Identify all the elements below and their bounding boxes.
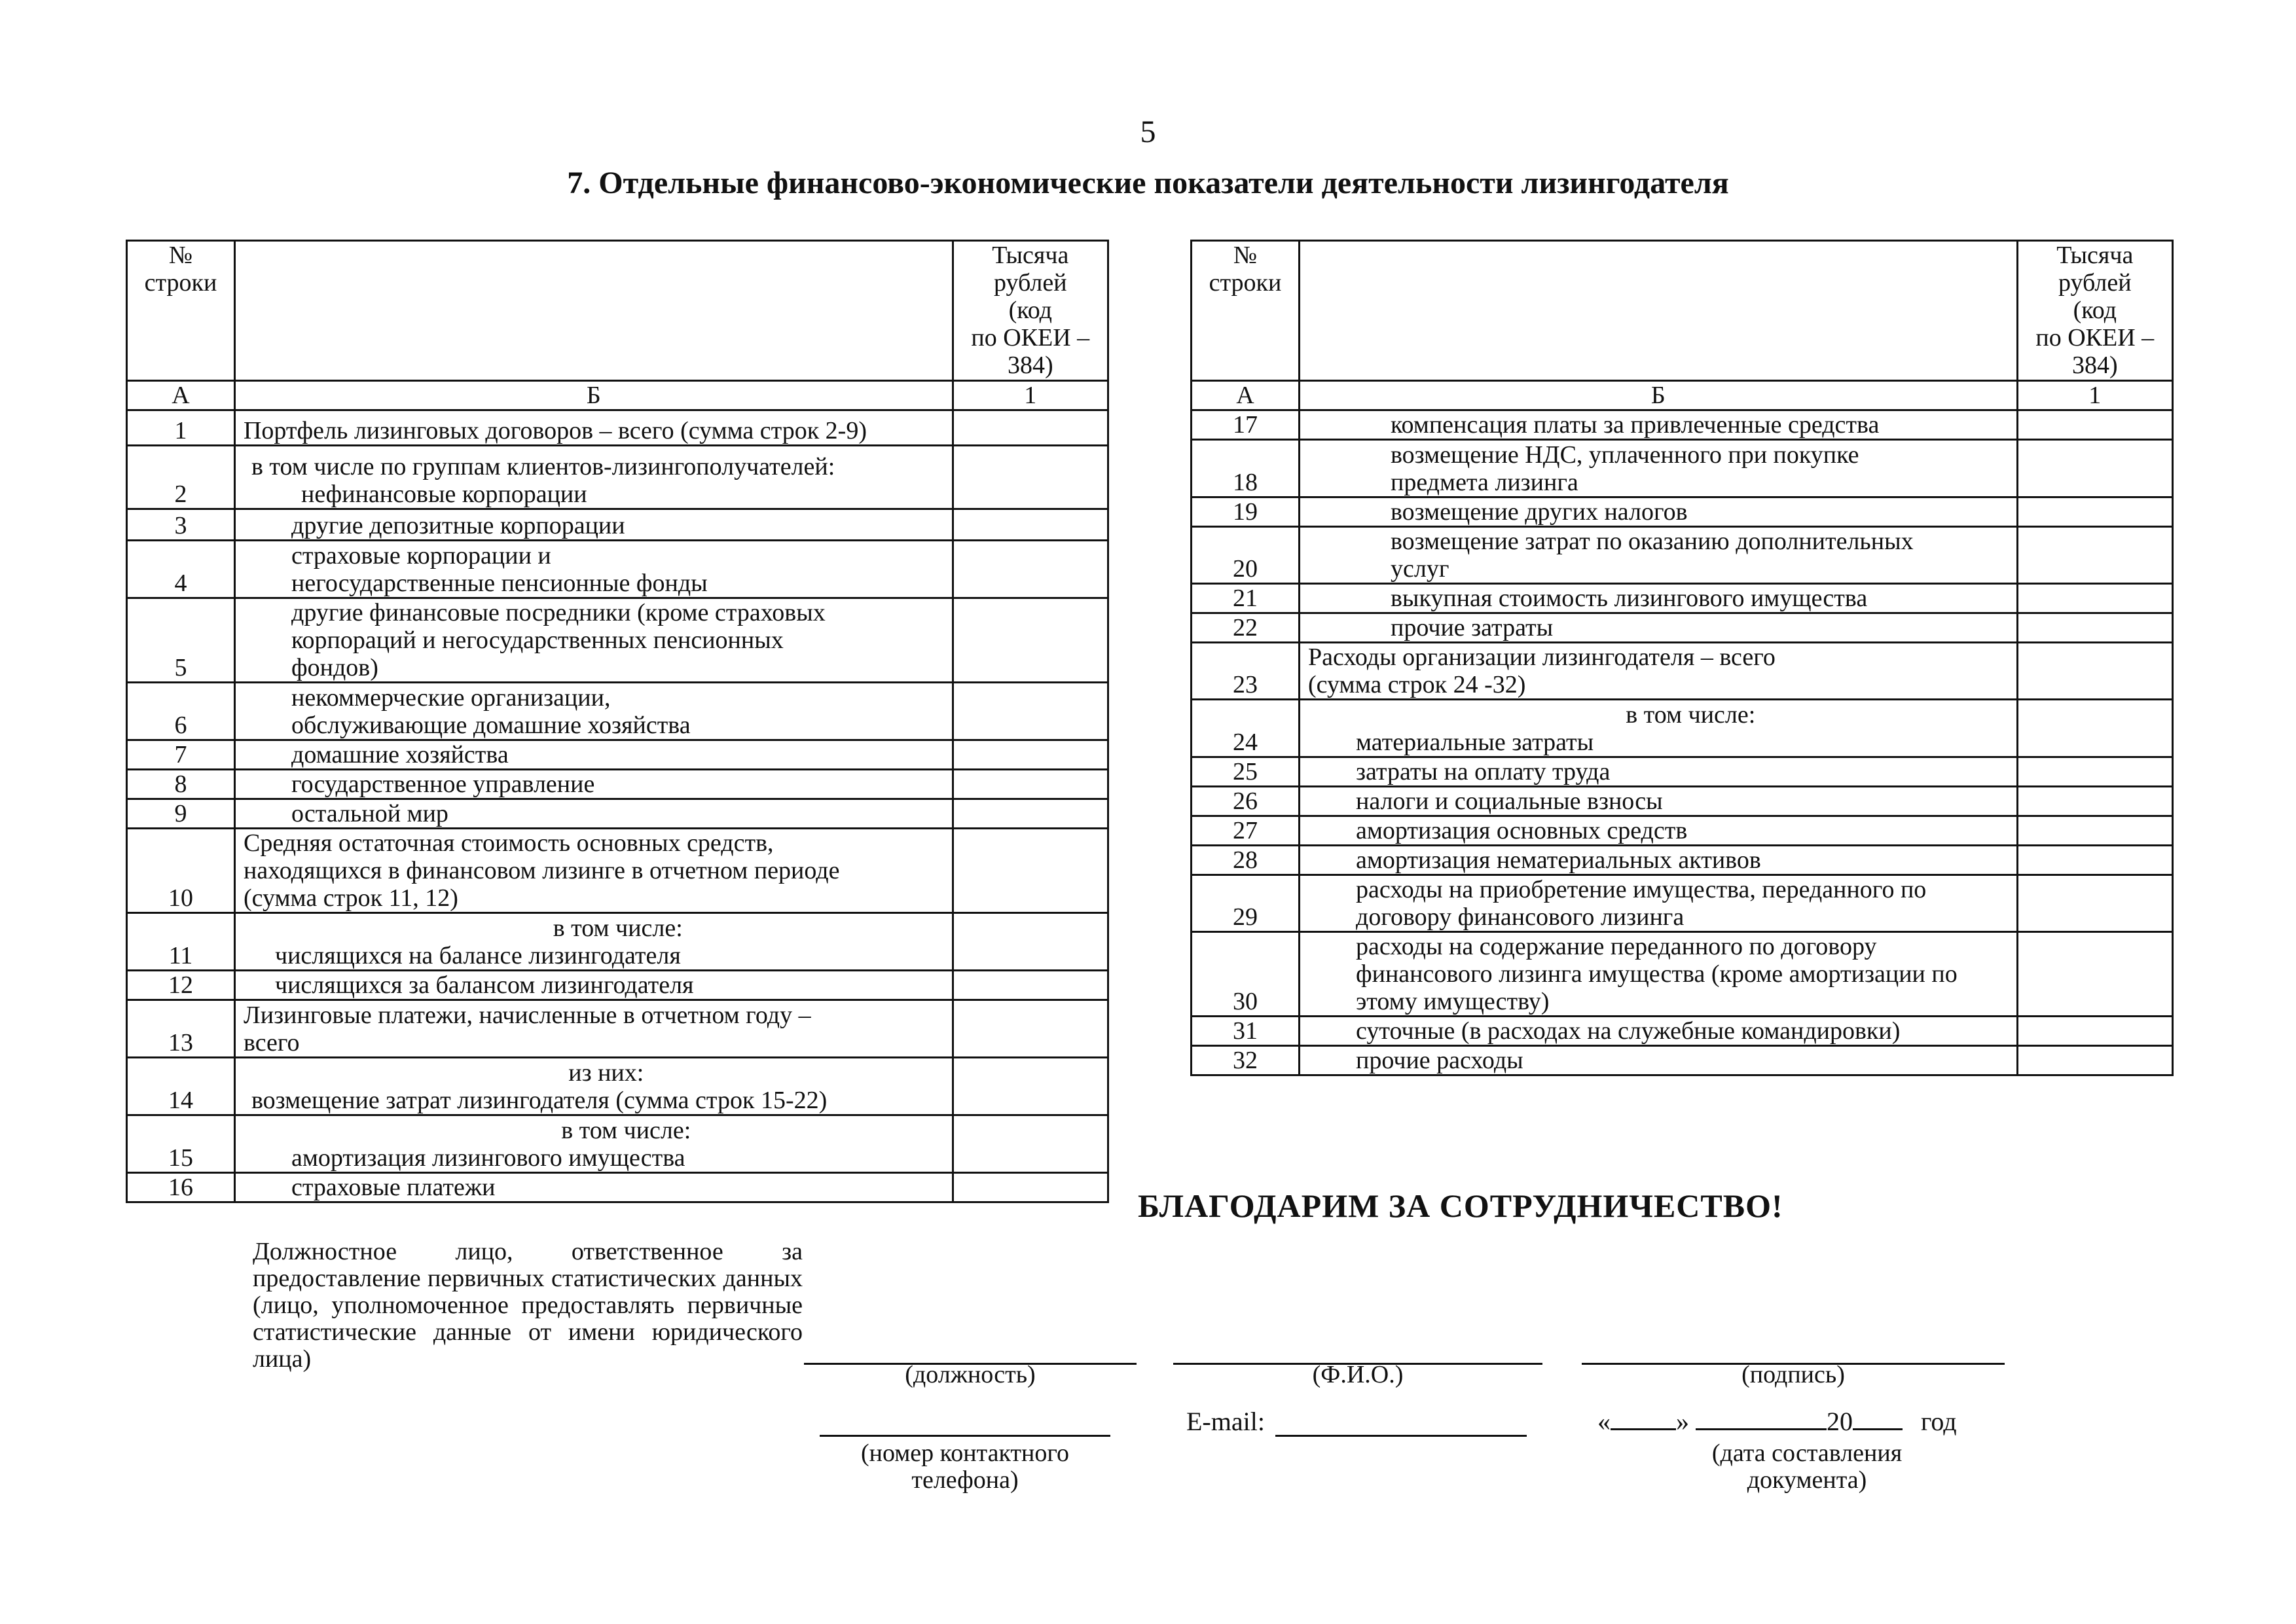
date-year-word: год [1921, 1407, 1957, 1436]
table-row [1192, 497, 2173, 527]
document-date [1597, 1407, 1957, 1436]
phone-line[interactable] [820, 1435, 1110, 1437]
letter-a: А [127, 381, 235, 410]
letter-c: 1 [2017, 381, 2172, 410]
table-row [1192, 932, 2173, 1017]
date-close-quote: » [1676, 1407, 1689, 1436]
row-number: 24 [1192, 700, 1300, 757]
row-number: 14 [127, 1058, 235, 1115]
row-number: 9 [127, 799, 235, 829]
row-number: 10 [127, 829, 235, 913]
thanks-heading: БЛАГОДАРИМ ЗА СОТРУДНИЧЕСТВО! [1138, 1187, 1783, 1224]
table-row [127, 971, 1108, 1000]
row-label: расходы на содержание переданного по договору финансового лизинга имущества (кроме амортизации по этому имуществу) [1299, 932, 2017, 1017]
row-label: амортизация основных средств [1299, 816, 2017, 846]
row-label: государственное управление [234, 770, 953, 799]
date-open-quote: « [1597, 1407, 1611, 1436]
row-number: 28 [1192, 846, 1300, 875]
header-indicator-name [234, 241, 953, 381]
row-number: 15 [127, 1115, 235, 1173]
row-value-cell[interactable] [953, 446, 1108, 509]
row-number: 11 [127, 913, 235, 971]
row-label: прочие затраты [1299, 613, 2017, 643]
row-value-cell[interactable] [2017, 584, 2172, 613]
row-sub-heading: из них: [568, 1059, 644, 1087]
row-label: суточные (в расходах на служебные командировки) [1299, 1017, 2017, 1046]
row-label: расходы на приобретение имущества, переданного по договору финансового лизинга [1299, 875, 2017, 932]
row-number: 21 [1192, 584, 1300, 613]
row-value-cell[interactable] [953, 829, 1108, 913]
row-value-cell[interactable] [953, 541, 1108, 598]
row-sub-heading: в том числе: [553, 914, 683, 942]
row-value-cell[interactable] [953, 971, 1108, 1000]
row-number: 8 [127, 770, 235, 799]
row-label: остальной мир [234, 799, 953, 829]
row-label: страховые корпорации и негосударственные пенсионные фонды [234, 541, 953, 598]
row-number: 3 [127, 509, 235, 541]
table-row [127, 1000, 1108, 1058]
row-label: числящихся на балансе лизингодателя [274, 942, 681, 969]
row-sub-heading: в том числе: [561, 1117, 691, 1144]
row-number: 12 [127, 971, 235, 1000]
email-line[interactable] [1275, 1435, 1527, 1437]
table-row [1192, 410, 2173, 440]
row-label: другие депозитные корпорации [234, 509, 953, 541]
table-row [1192, 787, 2173, 816]
row-value-cell[interactable] [2017, 875, 2172, 932]
row-label: компенсация платы за привлеченные средства [1299, 410, 2017, 440]
row-number: 31 [1192, 1017, 1300, 1046]
row-value-cell[interactable] [2017, 816, 2172, 846]
row-number: 30 [1192, 932, 1300, 1017]
row-value-cell[interactable] [953, 913, 1108, 971]
row-value-cell[interactable] [953, 1173, 1108, 1202]
row-value-cell[interactable] [2017, 846, 2172, 875]
row-value-cell[interactable] [953, 683, 1108, 740]
row-value-cell[interactable] [2017, 757, 2172, 787]
row-value-cell[interactable] [2017, 932, 2172, 1017]
row-number: 18 [1192, 440, 1300, 497]
header-row-number: № строки [1192, 241, 1300, 381]
row-value-cell[interactable] [2017, 1017, 2172, 1046]
signature-caption: (подпись) [1741, 1361, 1845, 1388]
letter-b: Б [1299, 381, 2017, 410]
fio-caption: (Ф.И.О.) [1312, 1361, 1404, 1388]
table-row [1192, 875, 2173, 932]
row-value-cell[interactable] [2017, 1046, 2172, 1075]
row-value-cell[interactable] [2017, 497, 2172, 527]
table-row [127, 740, 1108, 770]
row-label: амортизация лизингового имущества [291, 1144, 685, 1172]
table-row [127, 598, 1108, 683]
table-row [127, 509, 1108, 541]
table-row [127, 913, 1108, 971]
table-row [127, 410, 1108, 446]
table-row [1192, 527, 2173, 584]
letter-c: 1 [953, 381, 1108, 410]
table-row [127, 541, 1108, 598]
table-row [127, 770, 1108, 799]
row-number: 13 [127, 1000, 235, 1058]
row-label-cell [234, 1058, 953, 1115]
row-label: Средняя остаточная стоимость основных средств, находящихся в финансовом лизинге в отчетном периоде (сумма строк 11, 12) [234, 829, 953, 913]
row-label: выкупная стоимость лизингового имущества [1299, 584, 2017, 613]
row-label: налоги и социальные взносы [1299, 787, 2017, 816]
table-row [127, 1058, 1108, 1115]
row-label: некоммерческие организации, обслуживающие домашние хозяйства [234, 683, 953, 740]
row-label: Расходы организации лизингодателя – всего (сумма строк 24 -32) [1299, 643, 2017, 700]
header-row-number: № строки [127, 241, 235, 381]
row-value-cell[interactable] [2017, 440, 2172, 497]
row-label: Портфель лизинговых договоров – всего (сумма строк 2-9) [234, 410, 953, 446]
row-number: 20 [1192, 527, 1300, 584]
row-label: страховые платежи [234, 1173, 953, 1202]
row-number: 26 [1192, 787, 1300, 816]
position-caption: (должность) [905, 1361, 1036, 1388]
row-label: возмещение затрат по оказанию дополнительных услуг [1299, 527, 2017, 584]
row-number: 1 [127, 410, 235, 446]
table-row [127, 829, 1108, 913]
indicators-table-right [1190, 240, 2174, 1076]
table-row [127, 1115, 1108, 1173]
row-number: 25 [1192, 757, 1300, 787]
row-label: Лизинговые платежи, начисленные в отчетном году – всего [234, 1000, 953, 1058]
table-row [127, 683, 1108, 740]
row-number: 17 [1192, 410, 1300, 440]
section-title: 7. Отдельные финансово-экономические показатели деятельности лизингодателя [567, 166, 1729, 200]
row-value-cell[interactable] [953, 770, 1108, 799]
row-value-cell[interactable] [953, 598, 1108, 683]
table-row [1192, 584, 2173, 613]
row-label: возмещение других налогов [1299, 497, 2017, 527]
table-row [1192, 700, 2173, 757]
row-value-cell[interactable] [953, 509, 1108, 541]
row-label: домашние хозяйства [234, 740, 953, 770]
header-thousand-rubles: Тысяча рублей (код по ОКЕИ – 384) [2017, 241, 2172, 381]
table-letters-row [127, 381, 1108, 410]
table-row [1192, 1017, 2173, 1046]
row-value-cell[interactable] [953, 1000, 1108, 1058]
row-value-cell[interactable] [953, 1058, 1108, 1115]
row-label: в том числе по группам клиентов-лизингополучателей: нефинансовые корпорации [234, 446, 953, 509]
row-label-cell [1299, 700, 2017, 757]
row-number: 16 [127, 1173, 235, 1202]
header-indicator-name [1299, 241, 2017, 381]
indicators-table-left [126, 240, 1109, 1203]
table-row [1192, 440, 2173, 497]
phone-caption: (номер контактного телефона) [860, 1439, 1070, 1494]
row-value-cell[interactable] [2017, 410, 2172, 440]
row-label: возмещение затрат лизингодателя (сумма строк 15-22) [251, 1087, 828, 1114]
row-value-cell[interactable] [2017, 643, 2172, 700]
table-row [127, 446, 1108, 509]
row-value-cell[interactable] [2017, 527, 2172, 584]
table-header-row [1192, 241, 2173, 381]
row-value-cell[interactable] [2017, 613, 2172, 643]
row-value-cell[interactable] [2017, 700, 2172, 757]
row-label: амортизация нематериальных активов [1299, 846, 2017, 875]
row-number: 29 [1192, 875, 1300, 932]
row-number: 32 [1192, 1046, 1300, 1075]
table-row [1192, 613, 2173, 643]
row-number: 6 [127, 683, 235, 740]
row-number: 22 [1192, 613, 1300, 643]
row-value-cell[interactable] [953, 799, 1108, 829]
row-number: 27 [1192, 816, 1300, 846]
day-blank[interactable] [1611, 1409, 1676, 1430]
row-number: 4 [127, 541, 235, 598]
letter-b: Б [234, 381, 953, 410]
date-caption: (дата составления документа) [1711, 1439, 1903, 1494]
row-number: 2 [127, 446, 235, 509]
row-label: возмещение НДС, уплаченного при покупке предмета лизинга [1299, 440, 2017, 497]
page-number: 5 [1140, 115, 1156, 149]
table-row [1192, 846, 2173, 875]
table-row [127, 1173, 1108, 1202]
row-number: 19 [1192, 497, 1300, 527]
email-label: E-mail: [1186, 1407, 1265, 1436]
month-blank[interactable] [1696, 1409, 1827, 1430]
row-label: прочие расходы [1299, 1046, 2017, 1075]
row-number: 7 [127, 740, 235, 770]
row-value-cell[interactable] [953, 740, 1108, 770]
table-row [1192, 757, 2173, 787]
letter-a: А [1192, 381, 1300, 410]
row-label-cell [234, 913, 953, 971]
row-label: материальные затраты [1355, 729, 1594, 756]
date-century: 20 [1827, 1407, 1853, 1436]
row-label: числящихся за балансом лизингодателя [234, 971, 953, 1000]
header-thousand-rubles: Тысяча рублей (код по ОКЕИ – 384) [953, 241, 1108, 381]
row-value-cell[interactable] [953, 1115, 1108, 1173]
row-number: 5 [127, 598, 235, 683]
row-label: другие финансовые посредники (кроме страховых корпораций и негосударственных пенсионных фондов) [234, 598, 953, 683]
row-sub-heading: в том числе: [1626, 701, 1756, 729]
table-header-row [127, 241, 1108, 381]
row-label: затраты на оплату труда [1299, 757, 2017, 787]
row-number: 23 [1192, 643, 1300, 700]
table-row [127, 799, 1108, 829]
table-row [1192, 1046, 2173, 1075]
table-row [1192, 816, 2173, 846]
row-label-cell [234, 1115, 953, 1173]
responsible-official-text: Должностное лицо, ответственное за предоставление первичных статистических данных (лицо, уполномоченное предоставлять первичные статистические данные от имени юридического лица) [253, 1238, 803, 1373]
row-value-cell[interactable] [2017, 787, 2172, 816]
year-blank[interactable] [1853, 1409, 1903, 1430]
table-letters-row [1192, 381, 2173, 410]
table-row [1192, 643, 2173, 700]
row-value-cell[interactable] [953, 410, 1108, 446]
